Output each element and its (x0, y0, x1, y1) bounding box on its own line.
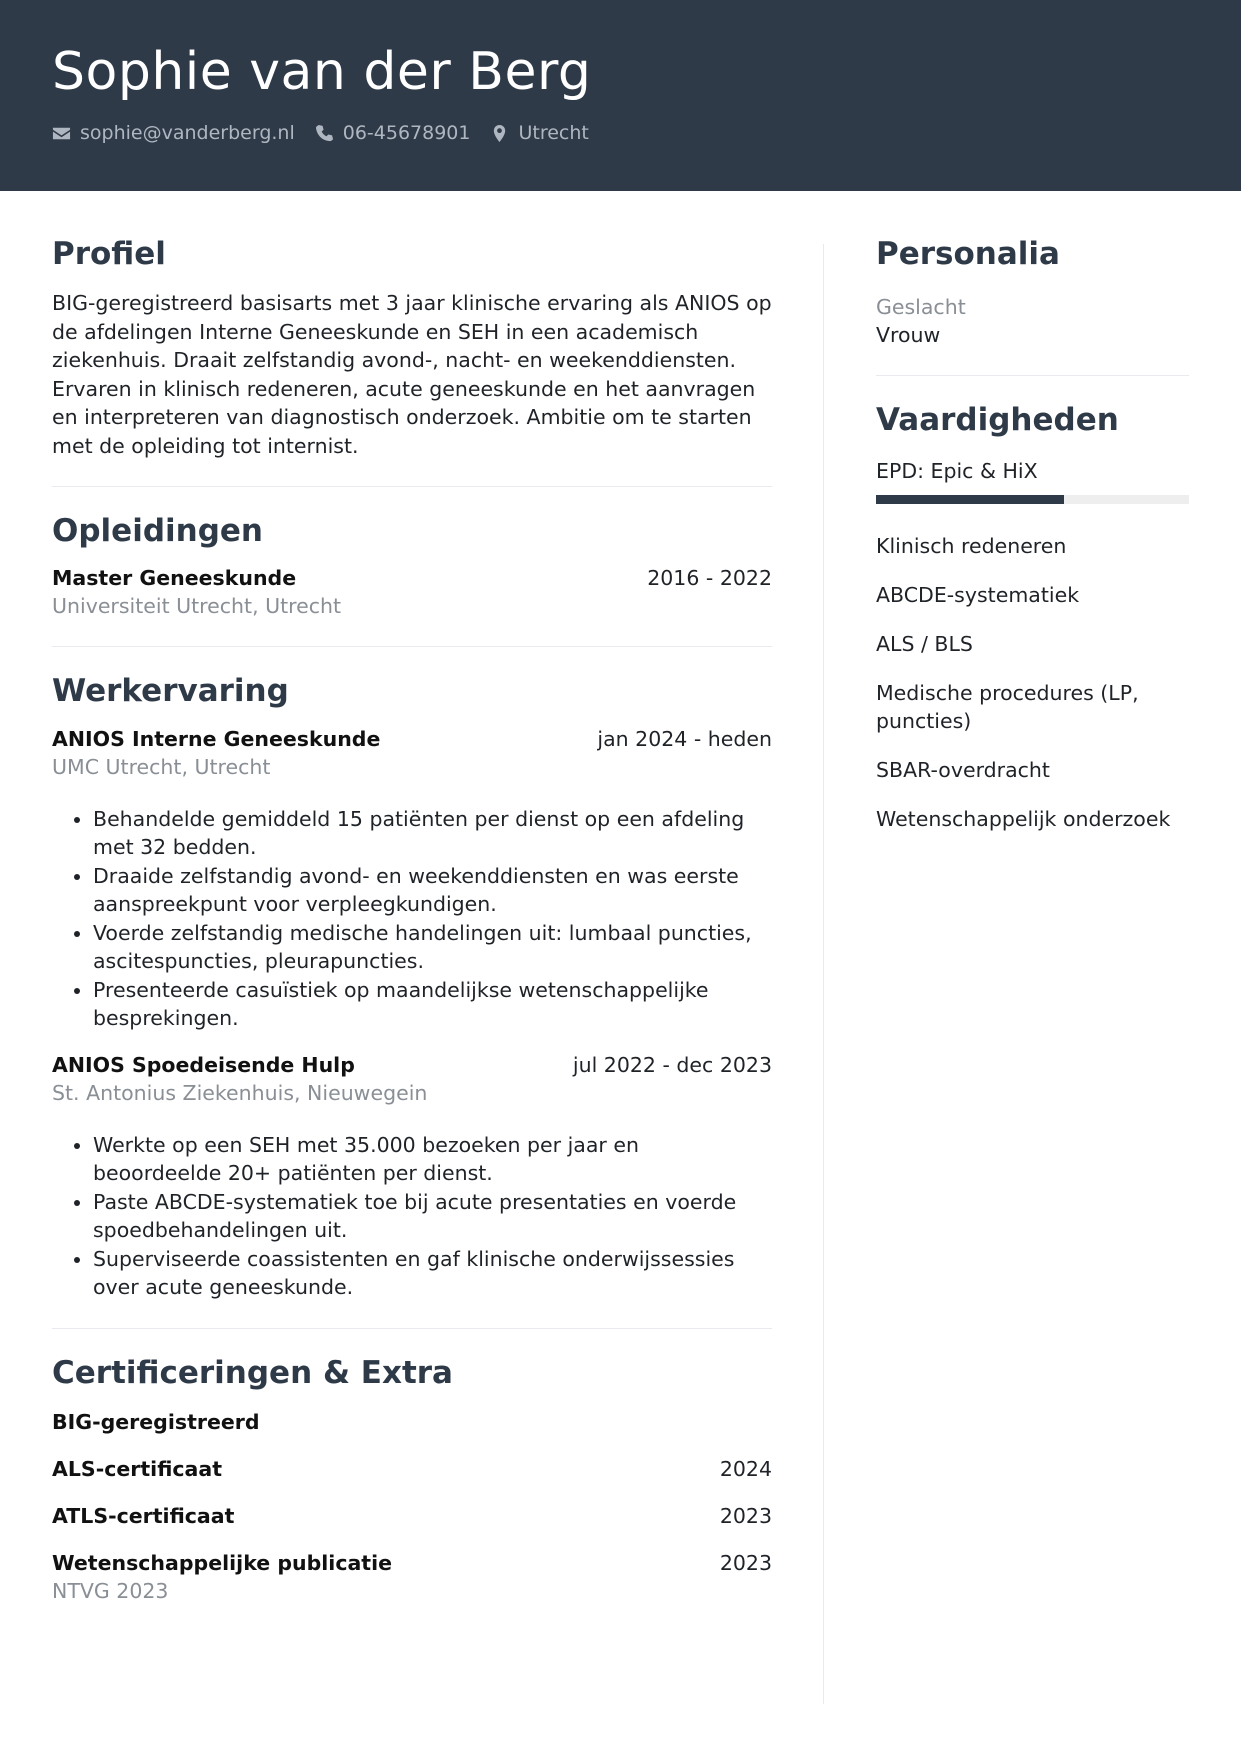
experience-entry (52, 725, 772, 1033)
envelope-icon (52, 124, 71, 143)
section-title-education: Opleidingen (52, 513, 263, 550)
gender-label: Geslacht (876, 295, 966, 320)
bullet-item: • Superviseerde coassistenten en gaf klinische onderwijssessies over acute geneeskunde. (93, 1245, 772, 1302)
section-title-experience: Werkervaring (52, 673, 289, 710)
contact-email[interactable] (52, 122, 295, 144)
skill-level-bar (876, 495, 1189, 504)
job-role: ANIOS Spoedeisende Hulp (52, 1052, 355, 1077)
skill-item: ALS / BLS (876, 632, 973, 657)
cert-name: ATLS-certificaat (52, 1503, 235, 1528)
contact-phone[interactable] (315, 122, 471, 144)
contact-location (490, 122, 588, 144)
main-column (52, 236, 772, 1657)
bullet-item: • Werkte op een SEH met 35.000 bezoeken per jaar en beoordeelde 20+ patiënten per dienst. (93, 1131, 772, 1188)
section-title-profile: Profiel (52, 236, 166, 272)
cert-year: 2023 (719, 1503, 772, 1528)
job-bullets (52, 805, 772, 1033)
skill-item: Medische procedures (LP, puncties) (876, 681, 1139, 734)
bullet-item: • Voerde zelfstandig medische handelingen uit: lumbaal puncties, ascitespuncties, pleurapuncties. (93, 919, 772, 976)
gender-value: Vrouw (876, 323, 941, 348)
profile-section (52, 236, 772, 487)
education-school: Universiteit Utrecht, Utrecht (52, 594, 342, 619)
cert-detail: NTVG 2023 (52, 1578, 169, 1603)
education-degree: Master Geneeskunde (52, 566, 297, 591)
cert-name: Wetenschappelijke publicatie (52, 1550, 393, 1575)
education-entry (52, 564, 772, 620)
certifications-section (52, 1355, 772, 1631)
rated-skill-name: EPD: Epic & HiX (876, 459, 1038, 484)
job-period: jul 2022 - dec 2023 (572, 1052, 772, 1077)
job-organization: St. Antonius Ziekenhuis, Nieuwegein (52, 1080, 428, 1105)
phone-icon (315, 124, 334, 143)
experience-entry (52, 1051, 772, 1302)
section-title-skills: Vaardigheden (876, 402, 1119, 439)
skills-section (876, 402, 1189, 859)
cert-item (52, 1549, 772, 1605)
profile-text: BIG-geregistreerd basisarts met 3 jaar klinische ervaring als ANIOS op de afdelingen Interne Geneeskunde en SEH in een academisch ziekenhuis. Draait zelfstandig avond-, nacht- en weekenddiensten. Ervaren in klinisch redeneren, acute geneeskunde en het aanvragen en interpreteren van diagnostisch onderzoek. Ambitie om te starten met de opleiding tot internist. (52, 291, 772, 458)
map-pin-icon (490, 124, 509, 143)
job-bullets (52, 1131, 772, 1302)
location-text: Utrecht (518, 122, 589, 144)
job-role: ANIOS Interne Geneeskunde (52, 726, 381, 751)
section-title-certifications: Certificeringen & Extra (52, 1354, 453, 1391)
phone-text: 06-45678901 (342, 122, 471, 144)
education-section (52, 513, 772, 647)
column-divider (823, 244, 824, 1704)
contact-info (52, 122, 609, 144)
skill-item: ABCDE-systematiek (876, 583, 1080, 608)
sidebar-column (876, 236, 1189, 885)
section-title-personal: Personalia (876, 236, 1060, 272)
cert-name: BIG-geregistreerd (52, 1409, 260, 1434)
cert-year: 2023 (719, 1550, 772, 1575)
cert-item (52, 1502, 772, 1530)
experience-section (52, 673, 772, 1328)
education-period: 2016 - 2022 (647, 566, 772, 591)
bullet-item: • Paste ABCDE-systematiek toe bij acute presentaties en voerde spoedbehandelingen uit. (93, 1188, 772, 1245)
skill-item: Wetenschappelijk onderzoek (876, 807, 1171, 832)
cert-name: ALS-certificaat (52, 1456, 223, 1481)
personal-section (876, 236, 1189, 376)
header-banner (0, 0, 1241, 191)
skill-item: Klinisch redeneren (876, 534, 1067, 559)
candidate-name: Sophie van der Berg (52, 42, 592, 102)
bullet-item: • Draaide zelfstandig avond- en weekenddiensten en was eerste aanspreekpunt voor verpleegkundigen. (93, 862, 772, 919)
job-organization: UMC Utrecht, Utrecht (52, 754, 271, 779)
skill-level-fill (876, 495, 1064, 504)
email-text: sophie@vanderberg.nl (80, 122, 295, 144)
cert-item (52, 1455, 772, 1483)
bullet-item: • Behandelde gemiddeld 15 patiënten per dienst op een afdeling met 32 bedden. (93, 805, 772, 862)
cert-item (52, 1408, 772, 1436)
cert-year: 2024 (719, 1456, 772, 1481)
job-period: jan 2024 - heden (597, 726, 772, 751)
bullet-item: • Presenteerde casuïstiek op maandelijkse wetenschappelijke besprekingen. (93, 976, 772, 1033)
skill-item: SBAR-overdracht (876, 758, 1050, 783)
